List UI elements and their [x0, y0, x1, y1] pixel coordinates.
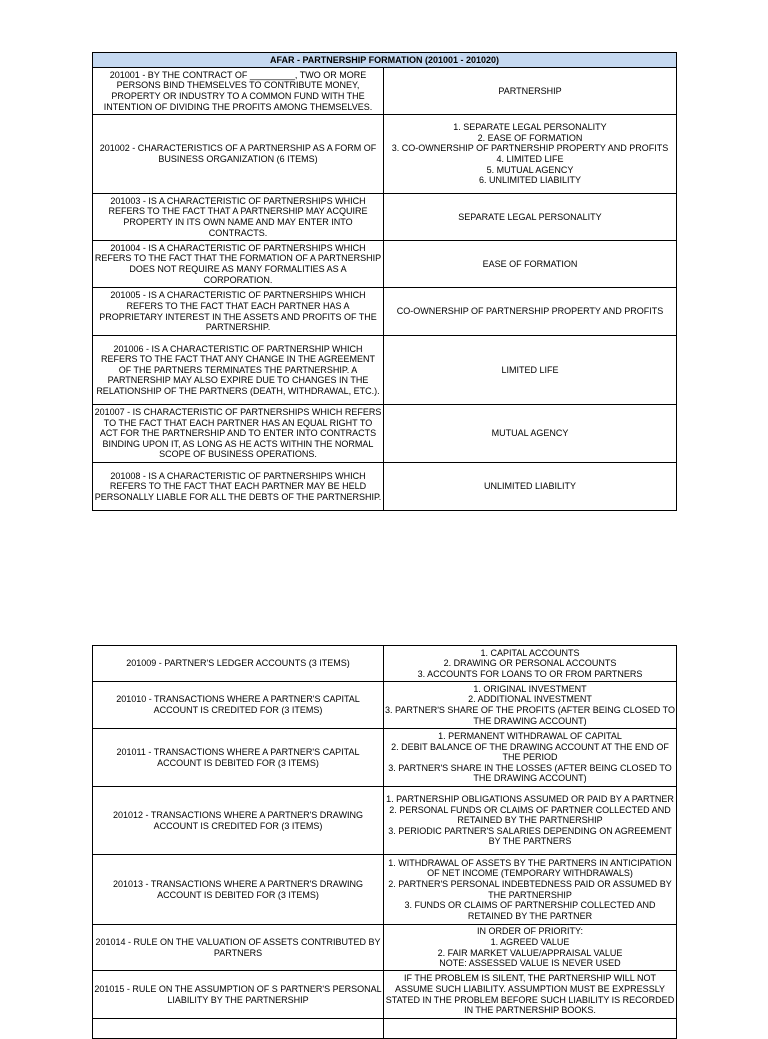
table-row — [93, 115, 677, 194]
table-row — [93, 855, 677, 925]
answer-cell: IF THE PROBLEM IS SILENT, THE PARTNERSHIP WILL NOT ASSUME SUCH LIABILITY. ASSUMPTION MUST BE EXPRESSLY STATED IN THE PROBLEM BEFORE SUCH LIABILITY IS RECORDED IN THE PARTNERSHIP BOOKS. — [384, 971, 677, 1019]
question-cell: 201009 - PARTNER'S LEDGER ACCOUNTS (3 ITEMS) — [93, 646, 384, 682]
table-row — [93, 971, 677, 1019]
table-title: AFAR - PARTNERSHIP FORMATION (201001 - 201020) — [93, 53, 677, 68]
table-row — [93, 241, 677, 288]
formation-table-2 — [92, 645, 677, 1039]
formation-table-1 — [92, 52, 677, 511]
answer-cell: IN ORDER OF PRIORITY: 1. AGREED VALUE 2. FAIR MARKET VALUE/APPRAISAL VALUE NOTE: ASSESSED VALUE IS NEVER USED — [384, 925, 677, 971]
table-row — [93, 787, 677, 855]
table-row — [93, 729, 677, 787]
table-title-row — [93, 53, 677, 68]
answer-cell: CO-OWNERSHIP OF PARTNERSHIP PROPERTY AND PROFITS — [384, 288, 677, 336]
question-cell: 201008 - IS A CHARACTERISTIC OF PARTNERSHIPS WHICH REFERS TO THE FACT THAT EACH PARTNER MAY BE HELD PERSONALLY LIABLE FOR ALL THE DEBTS OF THE PARTNERSHIP. — [93, 463, 384, 511]
question-cell: 201010 - TRANSACTIONS WHERE A PARTNER'S CAPITAL ACCOUNT IS CREDITED FOR (3 ITEMS) — [93, 682, 384, 729]
answer-cell: PARTNERSHIP — [384, 68, 677, 115]
table-row — [93, 1019, 677, 1039]
question-cell: 201014 - RULE ON THE VALUATION OF ASSETS CONTRIBUTED BY PARTNERS — [93, 925, 384, 971]
answer-cell: LIMITED LIFE — [384, 336, 677, 405]
answer-cell: MUTUAL AGENCY — [384, 405, 677, 463]
table-row — [93, 682, 677, 729]
answer-cell: SEPARATE LEGAL PERSONALITY — [384, 194, 677, 241]
answer-cell: 1. SEPARATE LEGAL PERSONALITY 2. EASE OF FORMATION 3. CO-OWNERSHIP OF PARTNERSHIP PROPERTY AND PROFITS 4. LIMITED LIFE 5. MUTUAL AGENCY 6. UNLIMITED LIABILITY — [384, 115, 677, 194]
question-cell: 201001 - BY THE CONTRACT OF _________, TWO OR MORE PERSONS BIND THEMSELVES TO CONTRIBUTE MONEY, PROPERTY OR INDUSTRY TO A COMMON FUND WITH THE INTENTION OF DIVIDING THE PROFITS AMONG THEMSELVES. — [93, 68, 384, 115]
table-row — [93, 288, 677, 336]
answer-cell: 1. WITHDRAWAL OF ASSETS BY THE PARTNERS IN ANTICIPATION OF NET INCOME (TEMPORARY WITHDRAWALS) 2. PARTNER'S PERSONAL INDEBTEDNESS PAID OR ASSUMED BY THE PARTNERSHIP 3. FUNDS OR CLAIMS OF PARTNERSHIP COLLECTED AND RETAINED BY THE PARTNER — [384, 855, 677, 925]
table-row — [93, 194, 677, 241]
table-row — [93, 405, 677, 463]
answer-cell — [384, 1019, 677, 1039]
question-cell: 201005 - IS A CHARACTERISTIC OF PARTNERSHIPS WHICH REFERS TO THE FACT THAT EACH PARTNER HAS A PROPRIETARY INTEREST IN THE ASSETS AND PROFITS OF THE PARTNERSHIP. — [93, 288, 384, 336]
table-row — [93, 925, 677, 971]
question-cell: 201012 - TRANSACTIONS WHERE A PARTNER'S DRAWING ACCOUNT IS CREDITED FOR (3 ITEMS) — [93, 787, 384, 855]
table-row — [93, 646, 677, 682]
answer-cell: 1. PERMANENT WITHDRAWAL OF CAPITAL 2. DEBIT BALANCE OF THE DRAWING ACCOUNT AT THE END OF THE PERIOD 3. PARTNER'S SHARE IN THE LOSSES (AFTER BEING CLOSED TO THE DRAWING ACCOUNT) — [384, 729, 677, 787]
answer-cell: 1. ORIGINAL INVESTMENT 2. ADDITIONAL INVESTMENT 3. PARTNER'S SHARE OF THE PROFITS (AFTER BEING CLOSED TO THE DRAWING ACCOUNT) — [384, 682, 677, 729]
table-row — [93, 463, 677, 511]
question-cell: 201002 - CHARACTERISTICS OF A PARTNERSHIP AS A FORM OF BUSINESS ORGANIZATION (6 ITEMS) — [93, 115, 384, 194]
question-cell: 201011 - TRANSACTIONS WHERE A PARTNER'S CAPITAL ACCOUNT IS DEBITED FOR (3 ITEMS) — [93, 729, 384, 787]
question-cell: 201015 - RULE ON THE ASSUMPTION OF S PARTNER'S PERSONAL LIABILITY BY THE PARTNERSHIP — [93, 971, 384, 1019]
answer-cell: 1. CAPITAL ACCOUNTS 2. DRAWING OR PERSONAL ACCOUNTS 3. ACCOUNTS FOR LOANS TO OR FROM PARTNERS — [384, 646, 677, 682]
question-cell: 201004 - IS A CHARACTERISTIC OF PARTNERSHIPS WHICH REFERS TO THE FACT THAT THE FORMATION OF A PARTNERSHIP DOES NOT REQUIRE AS MANY FORMALITIES AS A CORPORATION. — [93, 241, 384, 288]
table-row — [93, 68, 677, 115]
answer-cell: 1. PARTNERSHIP OBLIGATIONS ASSUMED OR PAID BY A PARTNER 2. PERSONAL FUNDS OR CLAIMS OF PARTNER COLLECTED AND RETAINED BY THE PARTNERSHIP 3. PERIODIC PARTNER'S SALARIES DEPENDING ON AGREEMENT BY THE PARTNERS — [384, 787, 677, 855]
answer-cell: UNLIMITED LIABILITY — [384, 463, 677, 511]
table-row — [93, 336, 677, 405]
question-cell — [93, 1019, 384, 1039]
question-cell: 201003 - IS A CHARACTERISTIC OF PARTNERSHIPS WHICH REFERS TO THE FACT THAT A PARTNERSHIP MAY ACQUIRE PROPERTY IN ITS OWN NAME AND MAY ENTER INTO CONTRACTS. — [93, 194, 384, 241]
answer-cell: EASE OF FORMATION — [384, 241, 677, 288]
question-cell: 201013 - TRANSACTIONS WHERE A PARTNER'S DRAWING ACCOUNT IS DEBITED FOR (3 ITEMS) — [93, 855, 384, 925]
question-cell: 201006 - IS A CHARACTERISTIC OF PARTNERSHIP WHICH REFERS TO THE FACT THAT ANY CHANGE IN THE AGREEMENT OF THE PARTNERS TERMINATES THE PARTNERSHIP. A PARTNERSHIP MAY ALSO EXPIRE DUE TO CHANGES IN THE RELATIONSHIP OF THE PARTNERS (DEATH, WITHDRAWAL, ETC.). — [93, 336, 384, 405]
question-cell: 201007 - IS CHARACTERISTIC OF PARTNERSHIPS WHICH REFERS TO THE FACT THAT EACH PARTNER HAS AN EQUAL RIGHT TO ACT FOR THE PARTNERSHIP AND TO ENTER INTO CONTRACTS BINDING UPON IT, AS LONG AS HE ACTS WITHIN THE NORMAL SCOPE OF BUSINESS OPERATIONS. — [93, 405, 384, 463]
